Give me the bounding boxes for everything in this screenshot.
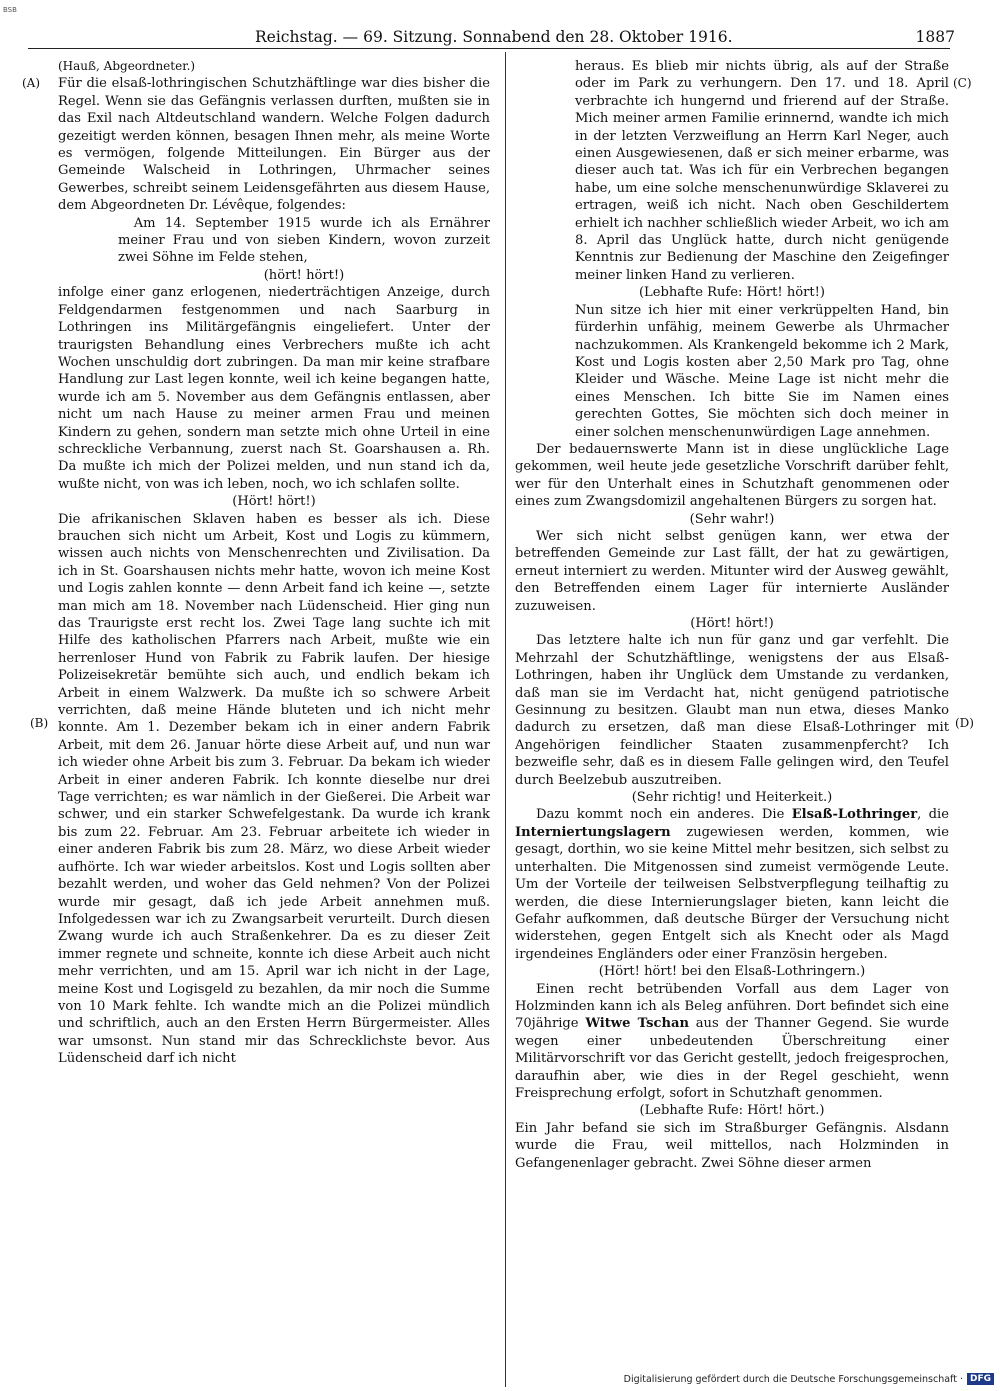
text-run: Dazu kommt noch ein anderes. Die bbox=[535, 807, 792, 823]
running-title: Reichstag. — 69. Sitzung. Sonnabend den 28. Oktober 1916. bbox=[255, 28, 733, 46]
paragraph: Das letztere halte ich nun für ganz und gar verfehlt. Die Mehrzahl der Schutzhäftlinge, wenigstens der aus Elsaß-Lothringen, haben ihr Unglück dem Umstande zu verdanken, daß man sie im Verdacht hat, nicht genügend patriotische Gesinnung zu besitzen. Glaubt man nun etwa, dieses Manko dadurch zu ersetzen, daß man diese Elsaß-Lothringer mit Angehörigen feindlicher Staaten zusammenpfercht? Ich bezweifle sehr, daß es in diesem Falle gelingen wird, den Teufel durch Beelzebub auszutreiben. bbox=[515, 633, 949, 788]
text-run: Einen recht betrübenden Vorfall aus dem Lager von Holzminden kann ich als Beleg anführen. Dort befindet sich eine 70jährige bbox=[515, 981, 949, 1032]
page-number: 1887 bbox=[915, 28, 955, 46]
paragraph: Wer sich nicht selbst genügen kann, wer etwa der betreffenden Gemeinde zur Last fällt, der hat zu gewärtigen, erneut interniert zu werden. Mitunter wird der Ausweg gewählt, den Betreffenden einem Lager für internierte Ausländer zuzuweisen. bbox=[515, 528, 949, 614]
interjection: (Sehr richtig! und Heiterkeit.) bbox=[631, 790, 833, 806]
quote-paragraph: heraus. Es blieb mir nichts übrig, als auf der Straße oder im Park zu verhungern. Den 17. und 18. April verbrachte ich hungernd und frierend auf der Straße. Mich meiner armen Familie erinnernd, wandte ich mich in der letzten Verzweiflung an Herrn Karl Neger, auch einen Ausgewiesenen, daß er sich meiner erbarme, was dieser auch tat. Was ich für ein Verbrechen begangen habe, um eine solche menschenunwürdige Sklaverei zu ertragen, weiß ich nicht. Nach oben Geschildertem erhielt ich nachher schließlich wieder Arbeit, wo ich am 8. April das Unglück hatte, durch nicht genügende Kenntnis zur Bedienung der Maschine den Zeigefinger meiner linken Hand zu verlieren. bbox=[575, 59, 949, 283]
quote-paragraph: infolge einer ganz erlogenen, niederträchtigen Anzeige, durch Feldgendarmen festgenommen und nach Saarburg in Lothringen ins Militärgefängnis eingeliefert. Unter der traurigsten Behandlung eines Verbrechers mußte ich acht Wochen unschuldig dort zubringen. Da man mir keine strafbare Handlung zur Last legen konnte, weil ich keine begangen hatte, wurde ich am 5. November aus dem Gefängnis entlassen, aber nicht um nach Hause zu meiner armen Frau und meinen Kindern zu gehen, sondern man setzte mich ohne Urteil in eine schreckliche Verbannung, zuerst nach St. Goarshausen a. Rh. Da mußte ich mich der Polizei melden, und nun stand ich da, wußte nicht, von was ich leben, noch, wo ich schlafen sollte. bbox=[58, 285, 490, 492]
left-column bbox=[58, 58, 490, 1068]
footer-text: Digitalisierung gefördert durch die Deutsche Forschungsgemeinschaft · bbox=[623, 1373, 963, 1385]
quote-paragraph: Die afrikanischen Sklaven haben es besser als ich. Diese brauchen sich nicht um Arbeit, Kost und Logis zu kümmern, wissen auch nichts von Menschenrechten und Zivilisation. Da ich in St. Goarshausen nichts mehr hatte, wovon ich meine Kost und Logis zahlen konnte — denn Arbeit fand ich keine —, setzte man mich am 18. November nach Lüdenscheid. Hier ging nun das Traurigste erst recht los. Zwei Tage lang suchte ich mit Hilfe des katholischen Pfarrers nach Arbeit, mußte wie ein herrenloser Hund von Fabrik zu Fabrik laufen. Der hiesige Polizeisekretär bemühte sich auch, und endlich bekam ich Arbeit in einem Walzwerk. Da mußte ich so schwere Arbeit verrichten, daß meine Hände bluteten und ich nicht mehr konnte. Am 1. Dezember bekam ich in einer andern Fabrik Arbeit, mit dem 26. Januar hörte diese Arbeit auf, und nun war ich wieder ohne Arbeit bis zum 3. Februar. Da bekam ich wieder Arbeit in einer anderen Fabrik. Ich konnte dieselbe nur drei Tage verrichten; es war nämlich in der Gießerei. Die Arbeit war schwer, und ein starker Schwefelgestank. Da wurde ich krank bis zum 22. Februar. Am 23. Februar arbeitete ich wieder in einer anderen Fabrik bis zum 28. März, wo diese Arbeit wieder aufhörte. Ich war wieder arbeitslos. Kost und Logis sollten aber bezahlt werden, und woher das Geld nehmen? Von der Polizei wurde mir gesagt, daß ich jede Arbeit annehmen muß. Infolgedessen war ich zu Zwangsarbeit verurteilt. Durch diesen Zwang wurde ich auch Straßenkehrer. Da es zu dieser Zeit immer regnete und schneite, konnte ich diese Arbeit auch nicht mehr verrichten, und am 15. April war ich nicht in der Lage, meine Kost und Logisgeld zu bezahlen, da mir noch die Summe von 10 Mark fehlte. Ich wandte mich an die Polizei mündlich und schriftlich, auch an den Ersten Herrn Bürgermeister. Alles war umsonst. Nun stand mir das Schrecklichste bevor. Aus Lüdenscheid darf ich nicht bbox=[58, 511, 490, 1067]
text-run: , die bbox=[917, 807, 949, 823]
column-divider bbox=[505, 52, 506, 1387]
interjection: (Lebhafte Rufe: Hört! hört.) bbox=[639, 1103, 825, 1119]
margin-mark-b: (B) bbox=[30, 716, 49, 730]
margin-mark-a: (A) bbox=[22, 76, 41, 90]
interjection: (hört! hört!) bbox=[263, 267, 345, 283]
text-run: aus der Thanner Gegend. Sie wurde wegen einer unbedeutenden Überschreitung einer Militärvorschrift vor das Gericht gestellt, jedoch freigesprochen, daraufhin aber, wie dies in der Regel geschieht, wenn Freisprechung erfolgt, sofort in Schutzhaft genommen. bbox=[515, 1016, 950, 1101]
paragraph: Für die elsaß-lothringischen Schutzhäftlinge war dies bisher die Regel. Wenn sie das Gefängnis verlassen durften, mußten sie in das Exil nach Altdeutschland wandern. Welche Folgen dadurch gezeitigt werden können, besagen Ihnen mehr, als meine Worte es vermögen, folgende Mitteilungen. Ein Bürger aus der Gemeinde Walscheid in Lothringen, Uhrmacher seines Gewerbes, schreibt seinem Leidensgefährten aus diesem Hause, dem Abgeordneten Dr. Lévêque, folgendes: bbox=[58, 76, 490, 214]
emphasis-term: Elsaß-Lothringer bbox=[791, 807, 918, 823]
paragraph: Der bedauernswerte Mann ist in diese unglückliche Lage gekommen, weil heute jede gesetzliche Vorschrift darüber fehlt, wer für den Unterhalt eines in Schutzhaft genommenen oder eines zum Zwangsdomizil angehaltenen Bürgers zu sorgen hat. bbox=[515, 441, 949, 510]
speaker-label: (Hauß, Abgeordneter.) bbox=[58, 59, 196, 73]
header-rule bbox=[28, 48, 950, 49]
paragraph: Ein Jahr befand sie sich im Straßburger Gefängnis. Alsdann wurde die Frau, weil mittellos, nach Holzminden in Gefangenenlager gebracht. Zwei Söhne dieser armen bbox=[515, 1120, 949, 1171]
margin-mark-c: (C) bbox=[953, 76, 972, 90]
margin-mark-d: (D) bbox=[955, 716, 974, 730]
right-column bbox=[515, 58, 949, 1172]
quote-paragraph: Nun sitze ich hier mit einer verkrüppelten Hand, bin fürderhin unfähig, meinem Gewerbe als Uhrmacher nachzukommen. Als Krankengeld bekomme ich 2 Mark, Kost und Logis kosten aber 2,50 Mark pro Tag, ohne Kleider und Wäsche. Meine Lage ist nicht mehr die eines Menschen. Ich bitte Sie im Namen eines gerechten Gottes, Sie möchten sich doch meiner in einer solchen menschenunwürdigen Lage annehmen. bbox=[575, 302, 949, 440]
library-stamp: BSB bbox=[3, 6, 17, 14]
interjection: (Lebhafte Rufe: Hört! hört!) bbox=[638, 285, 826, 301]
interjection: (Hört! hört! bei den Elsaß-Lothringern.) bbox=[598, 964, 866, 980]
dfg-logo: DFG bbox=[967, 1373, 994, 1385]
paragraph bbox=[515, 981, 949, 1103]
letter-quote bbox=[58, 215, 490, 285]
interjection: (Sehr wahr!) bbox=[689, 511, 775, 527]
paragraph bbox=[515, 806, 949, 963]
emphasis-term: Witwe Tschan bbox=[585, 1016, 689, 1032]
page-header bbox=[255, 28, 955, 50]
digitization-footer bbox=[624, 1373, 994, 1385]
text-run: zugewiesen werden, kommen, wie gesagt, dorthin, wo sie keine Mittel mehr besitzen, sich selbst zu unterhalten. Die Mitgenossen sind zumeist vermögende Leute. Um der Vorteile der teilweisen Selbstverpflegung teilhaftig zu werden, die diese Internierungslager bieten, kann leicht die Gefahr aufkommen, daß deutsche Bürger der Versuchung nicht widerstehen, gegen Entgelt sich als Knecht oder als Magd irgendeines Engländers oder einer Französin hergeben. bbox=[515, 824, 949, 962]
emphasis-term: Interniertungslagern bbox=[515, 824, 671, 840]
interjection: (Hört! hört!) bbox=[232, 494, 316, 510]
interjection: (Hört! hört!) bbox=[690, 616, 774, 631]
quote-paragraph: Am 14. September 1915 wurde ich als Ernährer meiner Frau und von sieben Kindern, wovon zurzeit zwei Söhne im Felde stehen, bbox=[118, 215, 490, 266]
